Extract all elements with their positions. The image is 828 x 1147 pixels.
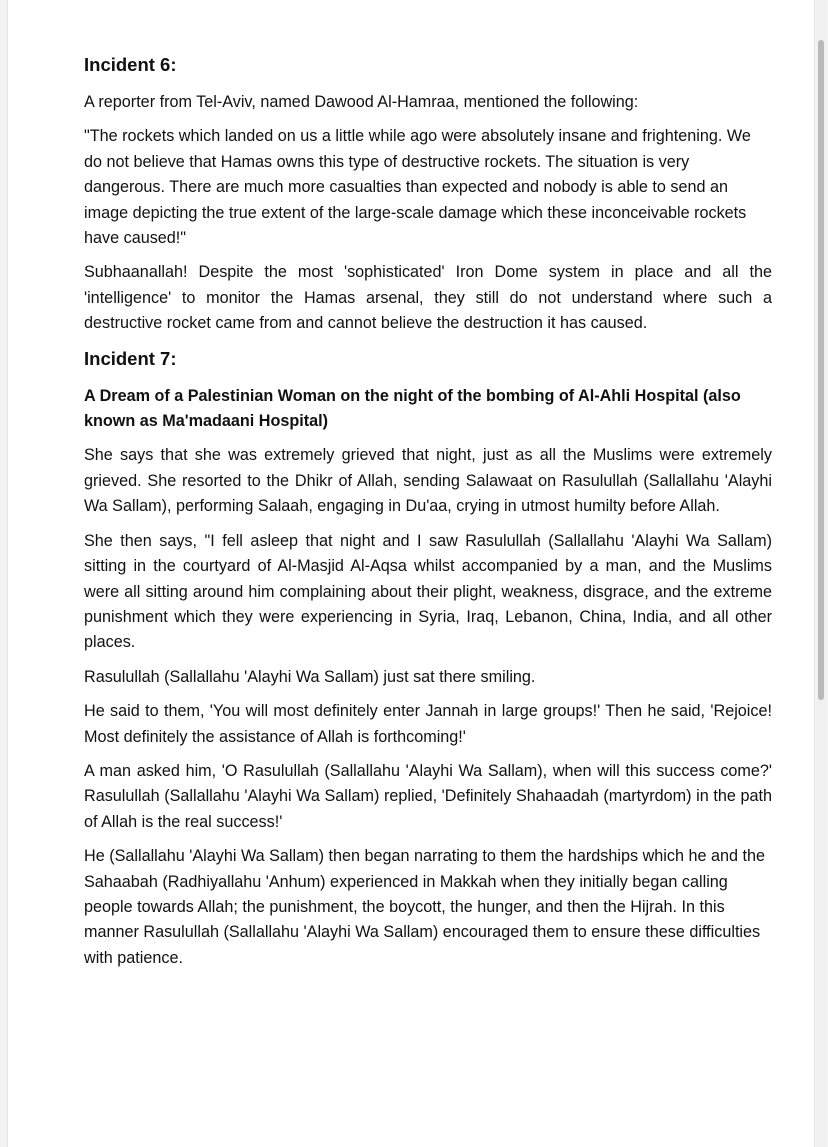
incident-6-heading: Incident 6: [84,54,177,75]
incident-7-paragraph: He (Sallallahu 'Alayhi Wa Sallam) then began narrating to them the hardships which he and the Sahaabah (Radhiyallahu 'Anhum) experienced in Makkah when they initially began calling people towards Allah; the punishment, the boycott, the hunger, and then the Hijrah. In this manner Rasulullah (Sallallahu 'Alayhi Wa Sallam) encouraged them to ensure these difficulties with patience. [84,847,765,967]
vertical-scrollbar[interactable] [817,0,825,1147]
incident-6-intro: A reporter from Tel-Aviv, named Dawood Al-Hamraa, mentioned the following: [84,93,639,111]
incident-7-paragraph: Rasulullah (Sallallahu 'Alayhi Wa Sallam) just sat there smiling. [84,667,536,686]
incident-6-quote: "The rockets which landed on us a little while ago were absolutely insane and frightening. We do not believe that Hamas owns this type of destructive rockets. The situation is very dangerous. There are much more casualties than expected and nobody is able to send an image depicting the true extent of the large-scale damage which these inconceivable rockets have caused!" [84,127,751,248]
incident-7-paragraph: She says that she was extremely grieved that night, just as all the Muslims were extremely grieved. She resorted to the Dhikr of Allah, sending Salawaat on Rasulullah (Sallallahu 'Alayhi Wa Sallam), performing Salaah, engaging in Du'aa, crying in utmost humilty before Allah. [84,446,772,516]
document-page [7,0,815,1147]
incident-7-subheading: A Dream of a Palestinian Woman on the night of the bombing of Al-Ahli Hospital (also known as Ma'madaani Hospital) [84,386,741,431]
incident-7-paragraph: A man asked him, 'O Rasulullah (Sallallahu 'Alayhi Wa Sallam), when will this success come?' Rasulullah (Sallallahu 'Alayhi Wa Sallam) replied, 'Definitely Shahaadah (martyrdom) in the path of Allah is the real success!' [84,761,772,831]
scrollbar-thumb[interactable] [818,40,824,700]
document-content [84,52,772,980]
incident-7-paragraph: He said to them, 'You will most definitely enter Jannah in large groups!' Then he said, 'Rejoice! Most definitely the assistance of Allah is forthcoming!' [84,702,772,746]
incident-7-heading: Incident 7: [84,347,177,369]
incident-7-paragraph: She then says, "I fell asleep that night and I saw Rasulullah (Sallallahu 'Alayhi Wa Sallam) sitting in the courtyard of Al-Masjid Al-Aqsa whilst accompanied by a man, and the Muslims were all sitting around him complaining about their plight, weakness, disgrace, and the extreme punishment which they were experiencing in Syria, Iraq, Lebanon, China, India, and all other places. [84,531,772,652]
incident-6-comment: Subhaanallah! Despite the most 'sophisticated' Iron Dome system in place and all the 'intelligence' to monitor the Hamas arsenal, they still do not understand where such a destructive rocket came from and cannot believe the destruction it has caused. [84,263,772,333]
